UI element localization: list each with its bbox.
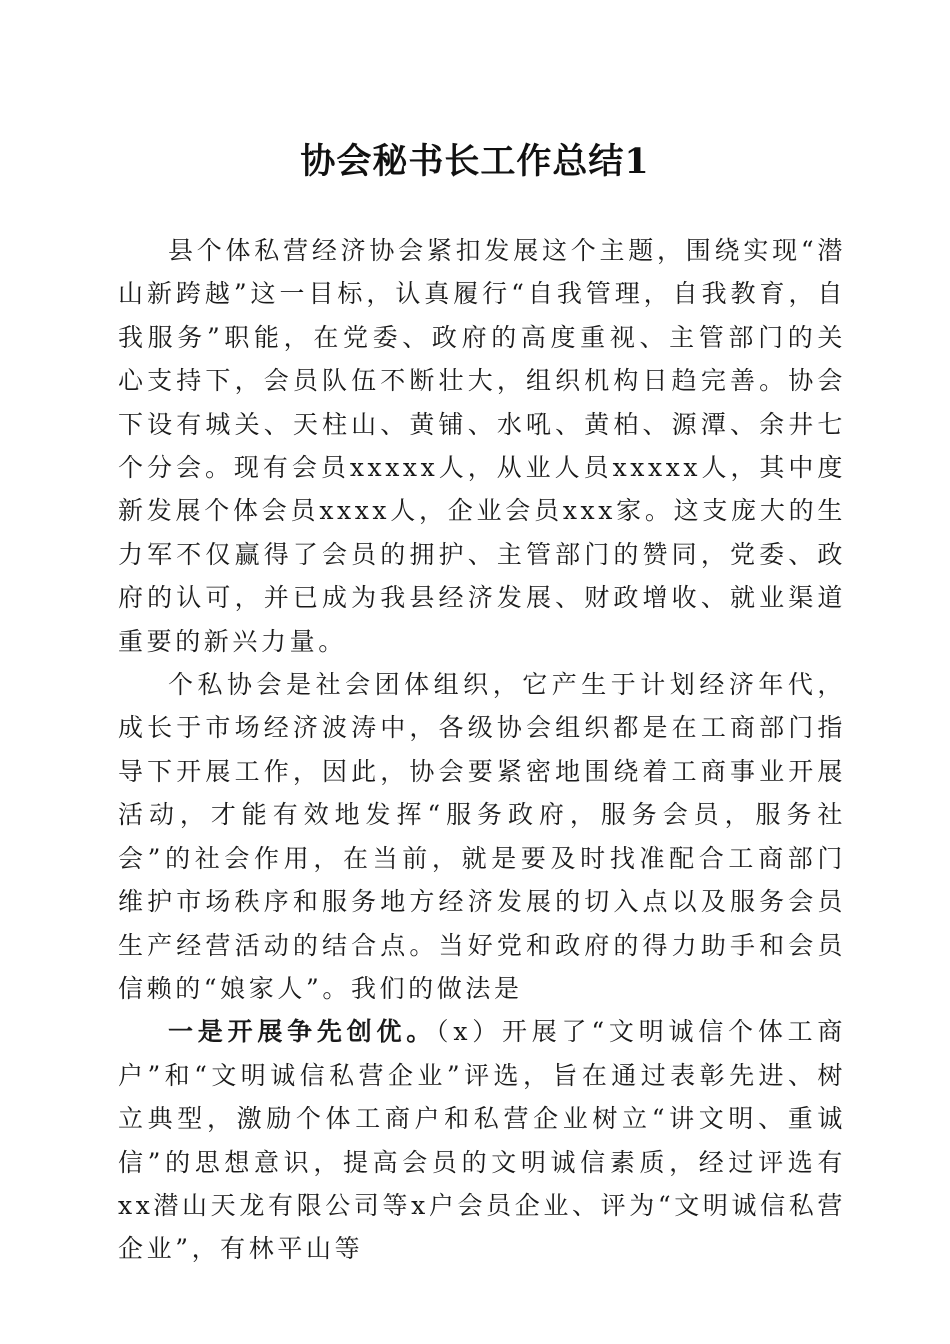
- document-title: 协会秘书长工作总结1: [300, 141, 650, 182]
- paragraph-first-measure-text: （x）开展了“文明诚信个体工商户”和“文明诚信私营企业”评选，旨在通过表彰先进、树立典型，激励个体工商户和私营企业树立“讲文明、重诚信”的思想意识，提高会员的文明诚信素质，经过评选有xx潜山天龙有限公司等x户会员企业、评为“文明诚信私营企业”，有林平山等: [118, 1017, 846, 1264]
- paragraph-lead-heading: 一是开展争先创优。: [168, 1017, 437, 1047]
- paragraph-intro: 县个体私营经济协会紧扣发展这个主题，围绕实现“潜山新跨越”这一目标，认真履行“自我管理，自我教育，自我服务”职能，在党委、政府的高度重视、主管部门的关心支持下，会员队伍不断壮大，组织机构日趋完善。协会下设有城关、天柱山、黄铺、水吼、黄柏、源潭、余井七个分会。现有会员xxxxx人，从业人员xxxxx人，其中度新发展个体会员xxxx人，企业会员xxx家。这支庞大的生力军不仅赢得了会员的拥护、主管部门的赞同，党委、政府的认可，并已成为我县经济发展、财政增收、就业渠道重要的新兴力量。: [118, 236, 846, 656]
- paragraph-first-measure: [118, 1010, 846, 1270]
- document-body: [118, 229, 846, 1271]
- paragraph-association-role: 个私协会是社会团体组织，它产生于计划经济年代，成长于市场经济波涛中，各级协会组织都是在工商部门指导下开展工作，因此，协会要紧密地围绕着工商事业开展活动，才能有效地发挥“服务政府，服务会员，服务社会”的社会作用，在当前，就是要及时找准配合工商部门维护市场秩序和服务地方经济发展的切入点以及服务会员生产经营活动的结合点。当好党和政府的得力助手和会员信赖的“娘家人”。我们的做法是: [118, 670, 846, 1003]
